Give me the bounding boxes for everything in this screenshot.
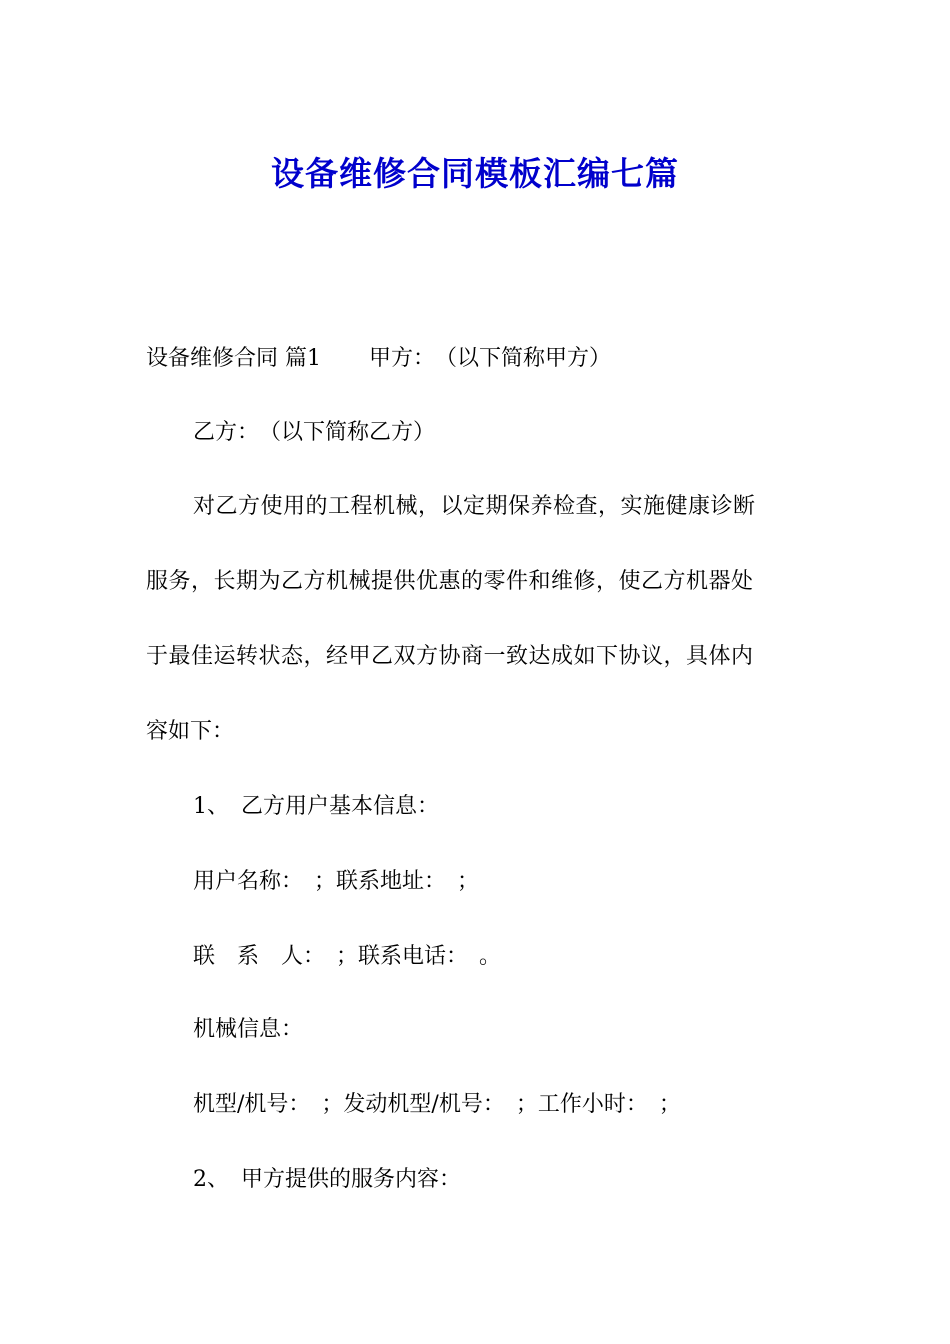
section-2-heading (193, 1163, 461, 1197)
body-paragraph-line-4: 容如下： (146, 719, 235, 744)
contact-person-phone-line: 联 系 人： ；联系电话： 。 (193, 944, 502, 969)
body-paragraph-line-2: 服务，长期为乙方机械提供优惠的零件和维修，使乙方机器处 (146, 569, 754, 594)
machine-model-line: 机型/机号： ；发动机型/机号： ；工作小时： ； (193, 1092, 681, 1117)
body-paragraph-line-1: 对乙方使用的工程机械，以定期保养检查，实施健康诊断 (193, 494, 756, 519)
section-1-heading (193, 790, 439, 824)
party-a-line: 甲方： （以下简称甲方） (369, 346, 612, 371)
first-line (146, 342, 611, 376)
party-b-line: 乙方： （以下简称乙方） (193, 420, 436, 445)
section-1-number: 1、 (193, 794, 229, 819)
body-paragraph-line-3: 于最佳运转状态，经甲乙双方协商一致达成如下协议，具体内 (146, 644, 754, 669)
contract-heading: 设备维修合同 篇1 (146, 346, 321, 371)
section-2-number: 2、 (193, 1167, 229, 1192)
document-title: 设备维修合同模板汇编七篇 (271, 154, 679, 194)
machine-info-label: 机械信息： (193, 1017, 304, 1042)
section-2-title: 甲方提供的服务内容： (241, 1167, 462, 1192)
user-name-address-line: 用户名称： ；联系地址： ； (193, 869, 480, 894)
section-1-title: 乙方用户基本信息： (241, 794, 440, 819)
